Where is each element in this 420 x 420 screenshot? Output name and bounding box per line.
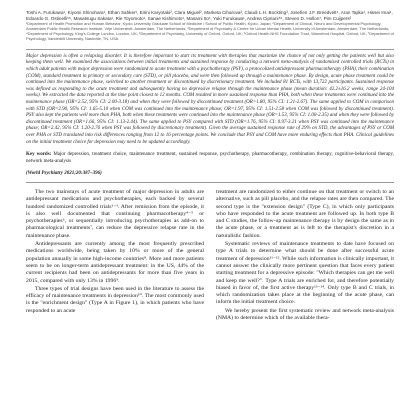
paragraph: Three types of trial designs have been used in the literature to assess the efficacy of maintenance treatments in depression¹⁰. The most commonly used is the "enrichment design" (Type A in Figure 1), in which patients who have responded to an acute: [26, 285, 204, 314]
right-column: [216, 189, 394, 323]
author-list: Toshi A. Furukawa¹, Kiyomi Shinohara¹, Ethan Sahker¹, Eirini Karyotaki², Clara Miguel², Marketa Ciharova², Claudi L.H. Bockting³, Josefien J.F. Breedvelt⁴, Aran Tajika¹, Hissei Imai¹, Edoardo G. Ostinelli⁵⁶, Masatsugu Sakata¹, Rie Toyomoto¹, Sanae Kishimoto¹, Masami Ito¹, Yuki Furukawa¹, Andrea Cipriani⁵⁶, Steven D. Hollon⁷, Pim Cuijpers²: [26, 10, 393, 21]
body-columns: [26, 189, 394, 323]
paragraph: Systematic reviews of maintenance treatments to date have focused on type A trials to determine what should be done after successful acute treatment of depression¹¹⁻¹². While such information is clinically important, it cannot answer the clinically more pertinent question that faces every patient starting treatment for a depressive episode: "Which therapies can get me well and keep me well?". Type A trials are enriched for, and therefore potentially biased in favor of, the first active therapy¹³⁻¹⁴. Only type B and C trials, in which randomization takes place at the beginning of the acute phase, can inform the initial treatment choice.: [216, 241, 394, 306]
journal-citation: (World Psychiatry 2021;20:387–396): [26, 170, 102, 176]
paragraph: Antidepressants are currently among the most frequently prescribed medications worldwide, being taken by 10% or more of the general population annually in some high-income countries⁸. More and more patients seem to be on longer-term antidepressant treatment: in the US, 44% of the current recipients had been on antidepressants for more than five years in 2015, compared with only 13% in 1996⁹.: [26, 241, 204, 284]
divider: [26, 49, 394, 50]
left-column: [26, 189, 204, 323]
keywords-label: Key words:: [26, 152, 52, 158]
paragraph: The two mainstays of acute treatment of major depression in adults are antidepressant medications and psychotherapies, each backed by several hundred randomized controlled trials¹⁻³. After remission from the episode, it is also well documented that continuing pharmacotherapy⁴⁻⁵ or psychotherapies⁶, or sequentially introducing psychotherapies as add-on to pharmacological treatments⁷, can reduce the depressive relapse rate in the maintenance phase.: [26, 188, 204, 239]
paragraph: We hereby present the first systematic review and network meta-analysis (NMA) to determine which of the available thera-: [216, 307, 394, 321]
divider: [26, 182, 394, 183]
affiliations: ¹Department of Health Promotion and Human Behavior, Kyoto University Graduate School of Medicine / School of Public Health, Kyoto, Japan; ²Department of Clinical, Neuro and Developmental Psychology, Amsterdam Public Health Research Institute, Vrije Universiteit, Amsterdam, The Netherlands; ³Department of Psychiatry & Centre for Urban Mental Health, University of Amsterdam, Amsterdam, The Netherlands; ⁴Department of Psychology, King's College London, London, UK; ⁵Department of Psychiatry, University of Oxford, Oxford, UK; ⁶Oxford Health NHS Foundation Trust, Warneford Hospital, Oxford, UK; ⁷Department of Psychology, Vanderbilt University, Nashville, TN, USA: [26, 21, 394, 41]
paragraph: treatment are randomized to either continue on that treatment or switch to an alternative, such as pill placebo, and the relapse rates are then compared. The second type is the "extension design" (Type C), in which only participants who have responded to the acute treatment are followed up. In both type B and C studies, the follow-up maintenance therapy is by design the same as in the acute phase, or a treatment as is left to the therapist's discretion in a naturalistic fashion.: [216, 188, 394, 239]
abstract: Major depression is often a relapsing disorder. It is therefore important to start its treatment with therapies that maximize the chance of not only getting the patients well but also keeping them well. We examined the associations between initial treatments and sustained response by conducting a network meta-analysis of randomized controlled trials (RCTs) in which adult patients with major depression were randomized to acute treatment with a psychotherapy (PSY), a protocolized antidepressant pharmacotherapy (PHA), their combination (COM), standard treatment in primary or secondary care (STD), or pill placebo, and were then followed up through a maintenance phase. By design, acute phase treatment could be continued into the maintenance phase, switched to another treatment or discontinued by discretionary treatment. We included 81 RCTs, with 13,722 participants. Sustained response was defined as responding to the acute treatment and subsequently having no depressive relapse through the maintenance phase (mean duration: 42.2±16.2 weeks, range 24-104 weeks). We extracted the data reported at the time point closest to 12 months. COM resulted in more sustained response than PHA, both when these treatments were continued into the maintenance phase (OR=2.52, 95% CI: 2.00-3.18) and when they were followed by discontinued treatment (OR=1.80, 95% CI: 1.21-2.67). The same applied to COM in comparison with STD (OR=2.90, 95% CI: 1.65-5.10 when COM was continued into the maintenance phase; OR=1.97, 95% CI: 1.51-2.58 when COM was followed by discontinued treatment). PSY also kept the patients well more than PHA, both when these treatments were continued into the maintenance phase (OR=1.53, 95% CI: 1.00-2.35) and when they were followed by discontinued treatment (OR=1.66, 95% CI: 1.13-2.44). The same applied to PSY compared with STD (OR=1.76, 95% CI: 0.97-3.21 when PSY was continued into the maintenance phase; OR=2.42, 95% CI: 1.20-2.76 when PSY was followed by discretionary treatment). Given the average sustained response rate of 29% on STD, the advantages of PSY or COM over PHA or STD translated into risk differences ranging from 12 to 16 percentage points. We conclude that PSY and COM have more enduring effects than PHA. Clinical guidelines on the initial treatment choice for depression may need to be updated accordingly.: [26, 53, 394, 145]
keywords-text: Major depression, treatment choice, maintenance treatment, sustained response, psychotherapy, pharmacotherapy, combination therapy, cognitive-behavioral therapy, network meta-analysis: [26, 152, 394, 164]
keywords: [26, 152, 394, 165]
